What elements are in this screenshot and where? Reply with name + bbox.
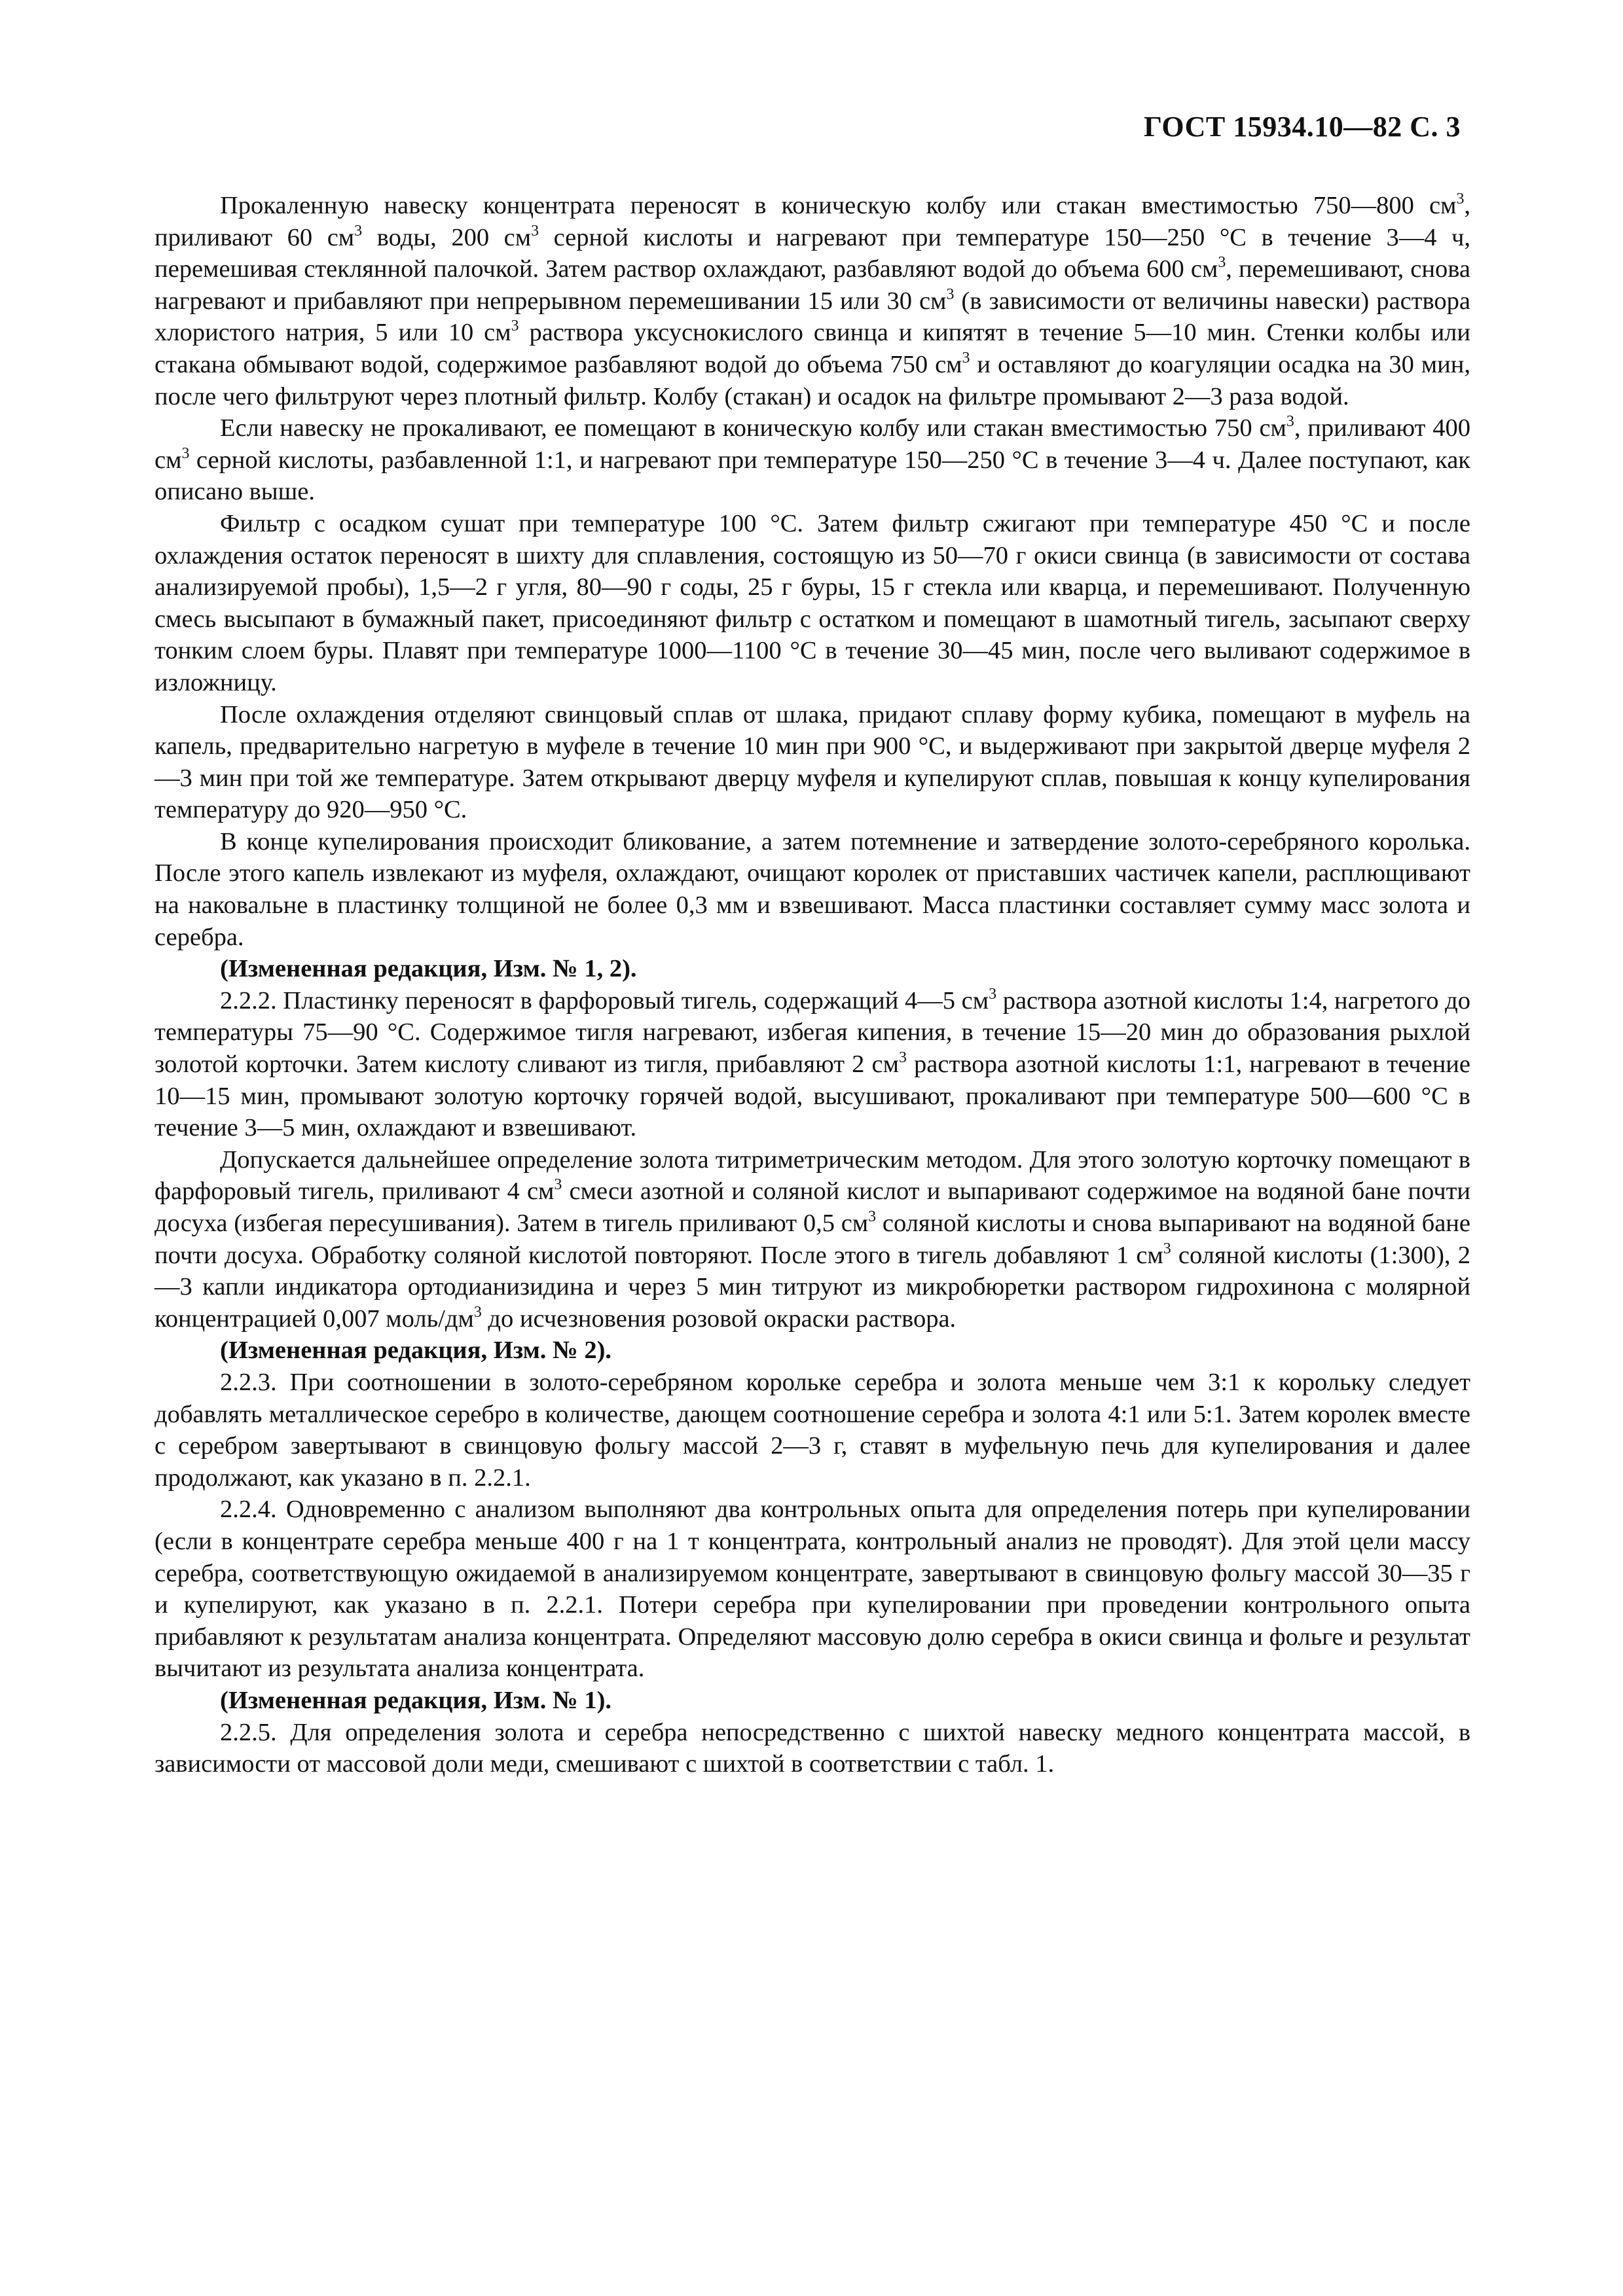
text-run: соляной кислоты (1:300), 2—3 капли индикатора ортодианизидина и через 5 мин титруют из микробюретки раствором гидрохинона с молярной концентрацией 0,007 моль/дм [155, 1241, 1470, 1333]
cubic-superscript: 3 [868, 1208, 877, 1226]
paragraph [155, 826, 1470, 953]
page-header: ГОСТ 15934.10—82 С. 3 [1143, 111, 1461, 143]
cubic-superscript: 3 [946, 285, 955, 303]
cubic-superscript: 3 [511, 317, 519, 335]
text-run: серной кислоты и нагревают при температуре 150—250 °С в течение 3—4 ч, перемешивая стеклянной палочкой. Затем раствор охлаждают, разбавляют водой до объема 600 см [155, 223, 1470, 283]
paragraph [155, 1494, 1470, 1685]
cubic-superscript: 3 [1163, 1240, 1171, 1257]
cubic-superscript: 3 [1286, 413, 1294, 431]
text-run: В конце купелирования происходит бликование, а затем потемнение и затвердение золото-серебряного королька. После этого капель извлекают из муфеля, охлаждают, очищают королек от приставших частичек капели, расплющивают на наковальне в пластинку толщиной не более 0,3 мм и взвешивают. Масса пластинки составляет сумму масс золота и серебра. [155, 827, 1470, 951]
text-run: (Измененная редакция, Изм. № 1). [220, 1686, 612, 1714]
text-run: соляной кислоты и снова выпаривают на водяной бане почти досуха. Обработку соляной кислотой повторяют. После этого в тигель добавляют 1 см [155, 1210, 1470, 1269]
text-run: (в зависимости от величины навески) раствора хлористого натрия, 5 или 10 см [155, 287, 1470, 347]
cubic-superscript: 3 [1456, 190, 1465, 208]
paragraph [155, 699, 1470, 826]
document-body [155, 190, 1470, 1780]
text-run: 2.2.5. Для определения золота и серебра непосредственно с шихтой навеску медного концентрата массой, в зависимости от массовой доли меди, смешивают с шихтой в соответствии с табл. 1. [155, 1718, 1470, 1778]
text-run: Если навеску не прокаливают, ее помещают в коническую колбу или стакан вместимостью 750 см [220, 414, 1286, 442]
text-run: 2.2.4. Одновременно с анализом выполняют два контрольных опыта для определения потерь при купелировании (если в концентрате серебра меньше 400 г на 1 т концентрата, контрольный анализ не проводят). Для этой цели массу серебра, соответствующую ожидаемой в анализируемом концентрате, завертывают в свинцовую фольгу массой 30—35 г и купелируют, как указано в п. 2.2.1. Потери серебра при купелировании при проведении контрольного опыта прибавляют к результатам анализа концентрата. Определяют массовую долю серебра в окиси свинца и фольге и результат вычитают из результата анализа концентрата. [155, 1496, 1470, 1683]
text-run: Фильтр с осадком сушат при температуре 100 °С. Затем фильтр сжигают при температуре 450 °С и после охлаждения остаток переносят в шихту для сплавления, состоящую из 50—70 г окиси свинца (в зависимости от состава анализируемой пробы), 1,5—2 г угля, 80—90 г соды, 25 г буры, 15 г стекла или кварца, и перемешивают. Полученную смесь высыпают в бумажный пакет, присоединяют фильтр с остатком и помещают в шамотный тигель, засыпают сверху тонким слоем буры. Плавят при температуре 1000—1100 °С в течение 30—45 мин, после чего выливают содержимое в изложницу. [155, 509, 1470, 696]
text-run: раствора азотной кислоты 1:4, нагретого до температуры 75—90 °С. Содержимое тигля нагревают, избегая кипения, в течение 15—20 мин до образования рыхлой золотой корточки. Затем кислоту сливают из тигля, прибавляют 2 см [155, 986, 1470, 1079]
cubic-superscript: 3 [898, 1049, 907, 1067]
text-run: до исчезновения розовой окраски раствора. [481, 1304, 957, 1333]
cubic-superscript: 3 [989, 986, 997, 1003]
paragraph [155, 985, 1470, 1144]
text-run: раствора азотной кислоты 1:1, нагревают в течение 10—15 мин, промывают золотую корточку горячей водой, высушивают, прокаливают при температуре 500—600 °С в течение 3—5 мин, охлаждают и взвешивают. [155, 1050, 1471, 1142]
paragraph [155, 1144, 1470, 1335]
paragraph [155, 508, 1470, 699]
text-run: (Измененная редакция, Изм. № 1, 2). [220, 955, 637, 983]
text-run: (Измененная редакция, Изм. № 2). [220, 1336, 612, 1365]
amendment-note [155, 953, 1470, 985]
cubic-superscript: 3 [554, 1176, 562, 1194]
paragraph [155, 1717, 1470, 1780]
text-run: воды, 200 см [362, 223, 532, 251]
cubic-superscript: 3 [1218, 254, 1226, 272]
text-run: 2.2.2. Пластинку переносят в фарфоровый тигель, содержащий 4—5 см [220, 986, 989, 1014]
text-run: , приливают 60 см [155, 192, 1470, 251]
text-run: раствора уксуснокислого свинца и кипятят в течение 5—10 мин. Стенки колбы или стакана обмывают водой, содержимое разбавляют водой до объема 750 см [155, 319, 1470, 378]
text-run: и оставляют до коагуляции осадка на 30 мин, после чего фильтруют через плотный фильтр. Колбу (стакан) и осадок на фильтре промывают 2—3 раза водой. [155, 350, 1470, 410]
text-run: , перемешивают, снова нагревают и прибавляют при непрерывном перемешивании 15 или 30 см [155, 255, 1470, 315]
cubic-superscript: 3 [473, 1303, 482, 1321]
paragraph [155, 190, 1470, 412]
amendment-note [155, 1685, 1470, 1717]
text-run: серной кислоты, разбавленной 1:1, и нагревают при температуре 150—250 °С в течение 3—4 ч. Далее поступают, как описано выше. [155, 446, 1470, 506]
cubic-superscript: 3 [354, 222, 363, 240]
cubic-superscript: 3 [531, 222, 539, 240]
text-run: , приливают 400 см [155, 414, 1470, 474]
text-run: смеси азотной и соляной кислот и выпаривают содержимое на водяной бане почти досуха (избегая пересушивания). Затем в тигель приливают 0,5 см [155, 1177, 1470, 1237]
text-run: Прокаленную навеску концентрата переносят в коническую колбу или стакан вместимостью 750—800 см [220, 192, 1457, 219]
text-run: 2.2.3. При соотношении в золото-серебряном корольке серебра и золота меньше чем 3:1 к корольку следует добавлять металлическое серебро в количестве, дающем соотношение серебра и золота 4:1 или 5:1. Затем королек вместе с серебром завертывают в свинцовую фольгу массой 2—3 г, ставят в муфельную печь для купелирования и далее продолжают, как указано в п. 2.2.1. [155, 1368, 1470, 1492]
cubic-superscript: 3 [962, 350, 970, 367]
cubic-superscript: 3 [181, 444, 190, 462]
text-run: Допускается дальнейшее определение золота титриметрическим методом. Для этого золотую корточку помещают в фарфоровый тигель, приливают 4 см [155, 1145, 1470, 1206]
paragraph [155, 412, 1470, 508]
paragraph [155, 1367, 1470, 1494]
text-run: После охлаждения отделяют свинцовый сплав от шлака, придают сплаву форму кубика, помещают в муфель на капель, предварительно нагретую в муфеле в течение 10 мин при 900 °С, и выдерживают при закрытой дверце муфеля 2—3 мин при той же температуре. Затем открывают дверцу муфеля и купелируют сплав, повышая к концу купелирования температуру до 920—950 °С. [155, 700, 1470, 824]
amendment-note [155, 1335, 1470, 1367]
